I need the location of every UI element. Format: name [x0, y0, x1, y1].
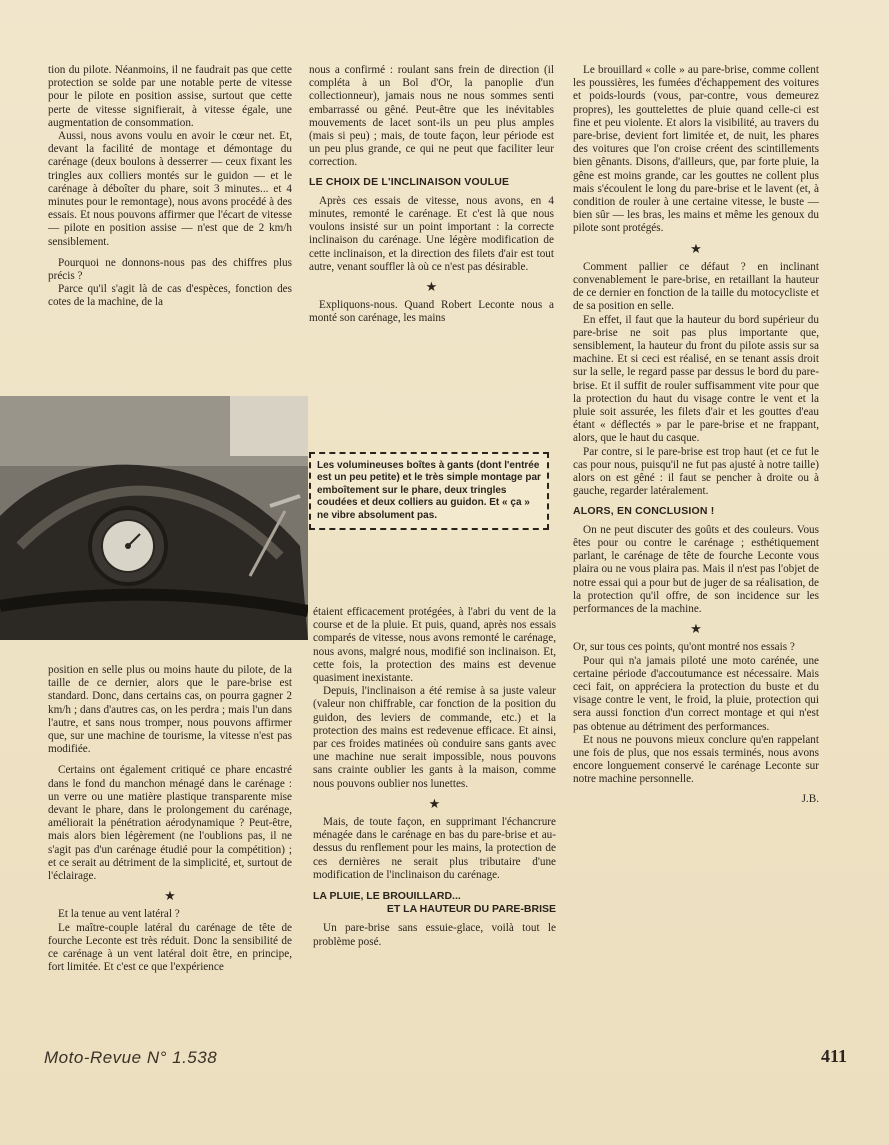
paragraph: étaient efficacement protégées, à l'abri du vent de la course et de la pluie. Et puis, quand, après nos essais comparés de vitesse, nous avons remonté le carénage, nous avons, malgré nous, modifié son inclinaison. Et, cette fois, la protection des mains est devenue quasiment inexistante. — [313, 606, 556, 685]
section-heading: LA PLUIE, LE BROUILLARD... — [313, 890, 461, 903]
paragraph: Pour qui n'a jamais piloté une moto carénée, une certaine période d'accoutumance est nécessaire. Mais ceci fait, on appréciera la protection du buste et du visage contre le vent, le froid, la pluie, protection qui sera aussi fonction d'un correct montage et qui n'est pas obtenue au détriment des performances. — [573, 654, 819, 733]
paragraph: Et la tenue au vent latéral ? — [58, 908, 180, 921]
section-heading: LE CHOIX DE L'INCLINAISON VOULUE — [309, 175, 510, 188]
paragraph: Après ces essais de vitesse, nous avons, en 4 minutes, remonté le carénage. Et c'est là que nous voulons insisté sur un point important : la correcte inclinaison du carénage. Une légère modification de cette inclinaison, et la direction des filets d'air est tout autre, venant souffler là où ce n'est pas désirable. — [309, 194, 554, 273]
paragraph: Le maître-couple latéral du carénage de tête de fourche Leconte est très réduit. Donc la sensibilité de ce carénage à un vent latéral doit être, en principe, fort limitée. Et c'est ce que l'expérience — [48, 921, 292, 974]
page-number: 411 — [820, 1046, 847, 1066]
paragraph: Comment pallier ce défaut ? en inclinant convenablement le pare-brise, en retaillant la hauteur de ce dernier en fonction de la taille du motocycliste et de sa position en selle. — [573, 260, 819, 313]
paragraph: Depuis, l'inclinaison a été remise à sa juste valeur (valeur non chiffrable, car fonction de la position du guidon, des leviers de commande, etc.) et la protection des mains est redevenue efficace. Et ainsi, par ces froides matinées où conduire sans gants avec une machine nue serait impossible, nous pouvons sans crainte oublier les gants à la maison, comme nous pouvons oublier nos lunettes. — [313, 685, 556, 790]
paragraph: Certains ont également critiqué ce phare encastré dans le fond du manchon ménagé dans le carénage : un verre ou une matière plastique transparente mise devant le phare, dans le prolongement du carénage, améliorait la pénétration aérodynamique ? Peut-être, mais alors bien légèrement (ne l'oublions pas, il ne s'agit pas d'un carénage étudié pour la compétition) ; et ce serait au détriment de la simplicité, et, surtout de l'éclairage. — [48, 764, 292, 883]
paragraph: Le brouillard « colle » au pare-brise, comme collent les poussières, les fumées d'échappement des voitures et poids-lourds (vous, par-contre, vous demeurez propres), les gouttelettes de pluie quand celle-ci est fine et peu violente. Et alors la visibilité, au travers du pare-brise, devient fort limitée et, de nuit, les phares des voitures que l'on croise créent des scintillements bien gênants. Disons, d'ailleurs, que, par forte pluie, la gêne est moins grande, car les gouttes ne collent plus mais s'écoulent le long du pare-brise et le lavent (et, à condition de rouler à une certaine vitesse, le buste — bien sûr — les bras, les mains et même les genoux du pilote sont protégés. — [573, 64, 819, 235]
column-1-bottom — [48, 664, 292, 974]
paragraph: En effet, il faut que la hauteur du bord supérieur du pare-brise ne soit pas plus importante que, sensiblement, la hauteur du front du pilote assis sur sa machine. Et si ceci est réalisé, en se tenant assis droit sur la selle, le regard passe par dessus le bord du pare-brise. Et il suffit de rouler suffisamment vite pour que la protection du haut du visage contre le vent et la pluie soit assurée, les filets d'air et les gouttes d'eau étant « déflectés » par le pare-brise et ne frappant, alors, que le haut du casque. — [573, 313, 819, 445]
fairing-illustration — [0, 396, 308, 640]
paragraph: tion du pilote. Néanmoins, il ne faudrait pas que cette protection se solde par une notable perte de vitesse pour le pilote en position assise, surtout que cette perte de vitesse signifierait, à vitesse égale, une augmentation de consommation. — [48, 64, 292, 129]
paragraph: On ne peut discuter des goûts et des couleurs. Vous êtes pour ou contre le carénage ; esthétiquement parlant, le carénage de tête de fourche Leconte vous plaira ou ne vous plaira pas. Mais il n'est pas l'objet de notre essai qui a pour but de juger de sa réalisation, de la protection qu'il offre, de son incidence sur les performances de la machine. — [573, 523, 819, 615]
paragraph: Parce qu'il s'agit là de cas d'espèces, fonction des cotes de la machine, de la — [48, 283, 292, 309]
paragraph: position en selle plus ou moins haute du pilote, de la taille de ce dernier, alors que le pare-brise est standard. Donc, dans certains cas, on pourra gagner 2 km/h ; dans d'autres cas, on les perdra ; mais l'un dans l'autre, et sans nous tromper, nous pouvons affirmer que, sur une machine de tourisme, la vitesse n'est pas modifiée. — [48, 664, 292, 756]
column-2-top — [309, 64, 554, 326]
paragraph: Et nous ne pouvons mieux conclure qu'en rappelant une fois de plus, que nos essais terminés, nous avons encore longuement conservé le carénage Leconte sur notre machine personnelle. — [573, 733, 819, 786]
paragraph: Pourquoi ne donnons-nous pas des chiffres plus précis ? — [48, 256, 292, 283]
paragraph: Mais, de toute façon, en supprimant l'échancrure ménagée dans le carénage en bas du pare-brise et au-dessus du renflement pour les mains, la protection de ces dernières ne serait plus tributaire d'une modification de l'inclinaison du carénage. — [313, 816, 556, 881]
star-separator: ★ — [164, 888, 176, 904]
paragraph: Expliquons-nous. Quand Robert Leconte nous a monté son carénage, les mains — [309, 299, 554, 325]
column-1-top — [48, 64, 292, 310]
photo-caption: Les volumineuses boîtes à gants (dont l'entrée est un peu petite) et le très simple montage par emboîtement sur le phare, deux tringles coudées et deux colliers au guidon. Et « ça » ne vibre absolument pas. — [309, 452, 549, 530]
paragraph: Un pare-brise sans essuie-glace, voilà tout le problème posé. — [313, 922, 556, 948]
paragraph: nous a confirmé : roulant sans frein de direction (il compléta à un Bol d'Or, la panoplie d'un collectionneur), jamais nous ne nous sommes senti embarrassé ou gêné. Peut-être que les inévitables mouvements de lacet sont-ils un peu plus amples (mais si peu) ; mais, de toute façon, leur période est un peu plus grande, ce qui ne peut que faciliter leur correction. — [309, 64, 554, 169]
star-separator: ★ — [425, 279, 438, 295]
column-2-bottom — [313, 606, 556, 949]
fairing-photo — [0, 396, 308, 640]
column-3 — [573, 64, 819, 806]
paragraph: Aussi, nous avons voulu en avoir le cœur net. Et, devant la facilité de montage et démontage du carénage (deux boulons à desserrer — ceux fixant les tringles aux colliers montés sur le guidon — et le carénage à déboîter du phare, soit 3 minutes... et 4 minutes pour le remontage), nous avons procédé à des essais. Et nous pouvons affirmer que l'écart de vitesse — pilote en position assise — n'est que de 2 km/h sensiblement. — [48, 130, 292, 248]
magazine-issue: Moto-Revue N° 1.538 — [44, 1048, 218, 1067]
paragraph: Or, sur tous ces points, qu'ont montré nos essais ? — [573, 641, 795, 654]
paragraph: Par contre, si le pare-brise est trop haut (et ce fut le cas pour nous, puisqu'il ne fut pas ajusté à notre taille) alors on est gêné : il faut se pencher à droite ou à gauche, regarder latéralement. — [573, 445, 819, 498]
author-signature: J.B. — [801, 792, 819, 805]
star-separator: ★ — [690, 240, 702, 256]
section-heading-continued: ET LA HAUTEUR DU PARE-BRISE — [386, 903, 556, 916]
star-separator: ★ — [428, 795, 441, 811]
section-heading: ALORS, EN CONCLUSION ! — [573, 504, 715, 517]
star-separator: ★ — [690, 621, 702, 637]
